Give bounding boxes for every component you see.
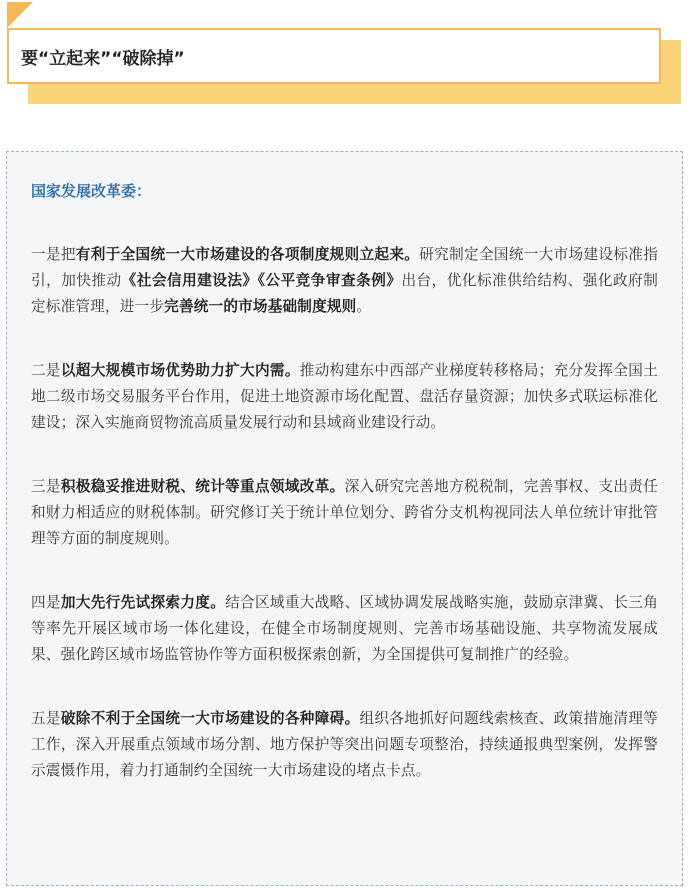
item-body: 研究制定全国统一大市场建设标准指引，加快推动 bbox=[31, 246, 658, 289]
item-body: 结合区域重大战略、区域协调发展战略实施，鼓励京津冀、长三角等率先开展区域市场一体化建设，在健全市场制度规则、完善市场基础设施、共享物流发展成果、强化跨区域市场监管协作等方面积极探索创新，为全国提供可复制推广的经验。 bbox=[31, 594, 658, 663]
item-body: 深入研究完善地方税税制，完善事权、支出责任和财力相适应的财税体制。研究修订关于统计单位划分、跨省分支机构视同法人单位统计审批管理等方面的制度规则。 bbox=[31, 478, 659, 547]
paragraph-item-5 bbox=[31, 706, 658, 784]
item-lead: 一是把 bbox=[31, 246, 76, 263]
item-lead: 三是 bbox=[31, 478, 61, 495]
item-lead: 五是 bbox=[31, 710, 61, 727]
item-highlight: 有利于全国统一大市场建设的各项制度规则立起来。 bbox=[75, 246, 420, 263]
item-highlight: 破除不利于全国统一大市场建设的各种障碍。 bbox=[60, 710, 360, 727]
paragraph-item-3 bbox=[31, 474, 658, 552]
item-lead: 二是 bbox=[31, 362, 61, 379]
section-title-box bbox=[7, 28, 661, 84]
item-highlight: 积极稳妥推进财税、统计等重点领域改革。 bbox=[60, 478, 345, 495]
paragraph-item-1 bbox=[31, 242, 658, 320]
organization-heading: 国家发展改革委： bbox=[31, 182, 152, 200]
section-title: 要“立起来”“破除掉” bbox=[21, 48, 185, 69]
item-highlight: 以超大规模市场优势助力扩大内需。 bbox=[60, 362, 300, 379]
paragraph-item-4 bbox=[31, 590, 658, 668]
item-body: 。 bbox=[356, 298, 372, 315]
item-body: 组织各地抓好问题线索核查、政策措施清理等工作，深入开展重点领域市场分割、地方保护等突出问题专项整治，持续通报典型案例，发挥警示震慑作用，着力打通制约全国统一大市场建设的堵点卡点。 bbox=[31, 710, 658, 779]
title-corner-decoration bbox=[7, 2, 33, 28]
item-highlight: 加大先行先试探索力度。 bbox=[60, 594, 226, 611]
item-body: 出台，优化标准供给结构、强化政府制定标准管理，进一步 bbox=[31, 272, 658, 315]
item-highlight-law-names: 《社会信用建设法》《公平竞争审查条例》 bbox=[121, 272, 402, 289]
paragraph-item-2 bbox=[31, 358, 658, 436]
content-panel bbox=[6, 151, 683, 886]
item-lead: 四是 bbox=[31, 594, 61, 611]
item-highlight-rules: 完善统一的市场基础制度规则 bbox=[164, 298, 357, 315]
item-body: 推动构建东中西部产业梯度转移格局；充分发挥全国土地二级市场交易服务平台作用，促进土地资源市场化配置、盘活存量资源；加快多式联运标准化建设；深入实施商贸物流高质量发展行动和县域商业建设行动。 bbox=[31, 362, 658, 431]
